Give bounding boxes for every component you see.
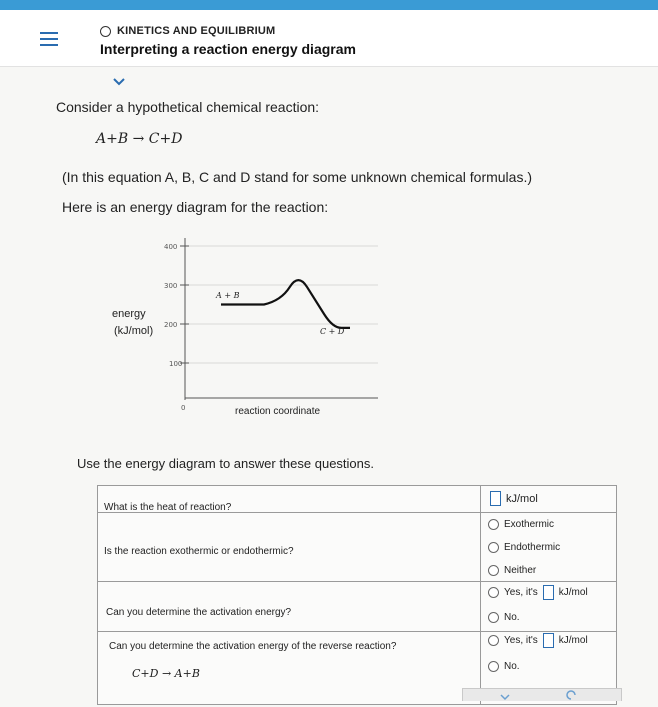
problem-intro: Consider a hypothetical chemical reaction: bbox=[56, 99, 320, 115]
y-tick-label: 400 bbox=[164, 243, 178, 251]
activation-energy-input[interactable] bbox=[543, 585, 554, 600]
option-endothermic[interactable] bbox=[488, 542, 560, 553]
y-axis-label-line2: (kJ/mol) bbox=[114, 325, 154, 337]
heat-answer-input[interactable] bbox=[490, 491, 501, 506]
reverse-equation: C+D → A+B bbox=[132, 667, 200, 680]
undo-icon[interactable] bbox=[567, 691, 575, 699]
option-label: No. bbox=[504, 612, 520, 623]
y-tick-label: 100 bbox=[169, 360, 183, 368]
heat-unit: kJ/mol bbox=[506, 492, 538, 505]
question-reverse-activation: Can you determine the activation energy of the reverse reaction? bbox=[109, 641, 397, 652]
activation-unit: kJ/mol bbox=[558, 587, 588, 598]
option-exothermic[interactable] bbox=[488, 519, 554, 530]
reactants-label: A + B bbox=[216, 291, 240, 300]
option-activation-no[interactable] bbox=[488, 612, 520, 623]
option-neither[interactable] bbox=[488, 565, 536, 576]
question-activation-energy: Can you determine the activation energy? bbox=[106, 607, 292, 618]
questions-table bbox=[97, 485, 617, 705]
problem-note: (In this equation A, B, C and D stand for some unknown chemical formulas.) bbox=[62, 169, 533, 185]
option-label: Endothermic bbox=[504, 542, 561, 553]
column-divider bbox=[480, 486, 481, 704]
option-label: Yes, it's bbox=[504, 635, 538, 646]
top-accent-bar bbox=[0, 0, 658, 10]
energy-diagram bbox=[100, 228, 390, 428]
chevron-down-icon[interactable] bbox=[501, 695, 509, 699]
chevron-down-icon bbox=[112, 77, 126, 87]
topic-label bbox=[100, 25, 275, 37]
option-activation-yes[interactable] bbox=[488, 585, 588, 600]
y-tick-label: 0 bbox=[181, 404, 186, 412]
row-divider bbox=[98, 581, 616, 582]
x-axis-label: reaction coordinate bbox=[235, 406, 321, 417]
option-label: Yes, it's bbox=[504, 587, 538, 598]
expand-chevron-button[interactable] bbox=[104, 72, 134, 92]
option-reverse-yes[interactable] bbox=[488, 633, 588, 648]
radio-icon[interactable] bbox=[488, 612, 499, 623]
diagram-gridlines bbox=[185, 246, 378, 398]
question-heat-of-reaction: What is the heat of reaction? bbox=[104, 502, 232, 513]
reverse-unit: kJ/mol bbox=[558, 635, 588, 646]
option-label: No. bbox=[504, 661, 520, 672]
y-axis-label-line1: energy bbox=[112, 308, 146, 320]
option-reverse-no[interactable] bbox=[488, 661, 520, 672]
lesson-title: Interpreting a reaction energy diagram bbox=[100, 41, 356, 57]
radio-icon[interactable] bbox=[488, 635, 499, 646]
y-tick-label: 300 bbox=[164, 282, 178, 290]
option-label: Exothermic bbox=[504, 519, 555, 530]
energy-curve bbox=[221, 280, 350, 328]
option-label: Neither bbox=[504, 565, 537, 576]
instructions: Use the energy diagram to answer these questions. bbox=[77, 456, 375, 471]
topic-name: KINETICS AND EQUILIBRIUM bbox=[117, 25, 276, 37]
row-divider bbox=[98, 631, 616, 632]
radio-icon[interactable] bbox=[488, 542, 499, 553]
y-tick-label: 200 bbox=[164, 321, 178, 329]
reaction-equation: A+B → C+D bbox=[96, 131, 183, 147]
heat-answer-row bbox=[490, 491, 538, 506]
question-exo-endo: Is the reaction exothermic or endothermic? bbox=[104, 546, 294, 557]
topic-status-circle-icon bbox=[100, 26, 111, 37]
radio-icon[interactable] bbox=[488, 661, 499, 672]
toolbar-icons bbox=[463, 690, 621, 702]
lesson-header bbox=[0, 10, 658, 67]
radio-icon[interactable] bbox=[488, 587, 499, 598]
radio-icon[interactable] bbox=[488, 565, 499, 576]
radio-icon[interactable] bbox=[488, 519, 499, 530]
hamburger-menu-icon[interactable] bbox=[40, 32, 58, 46]
products-label: C + D bbox=[320, 327, 345, 336]
reverse-activation-input[interactable] bbox=[543, 633, 554, 648]
answer-toolbar bbox=[462, 688, 622, 701]
diagram-intro: Here is an energy diagram for the reaction: bbox=[62, 199, 329, 215]
